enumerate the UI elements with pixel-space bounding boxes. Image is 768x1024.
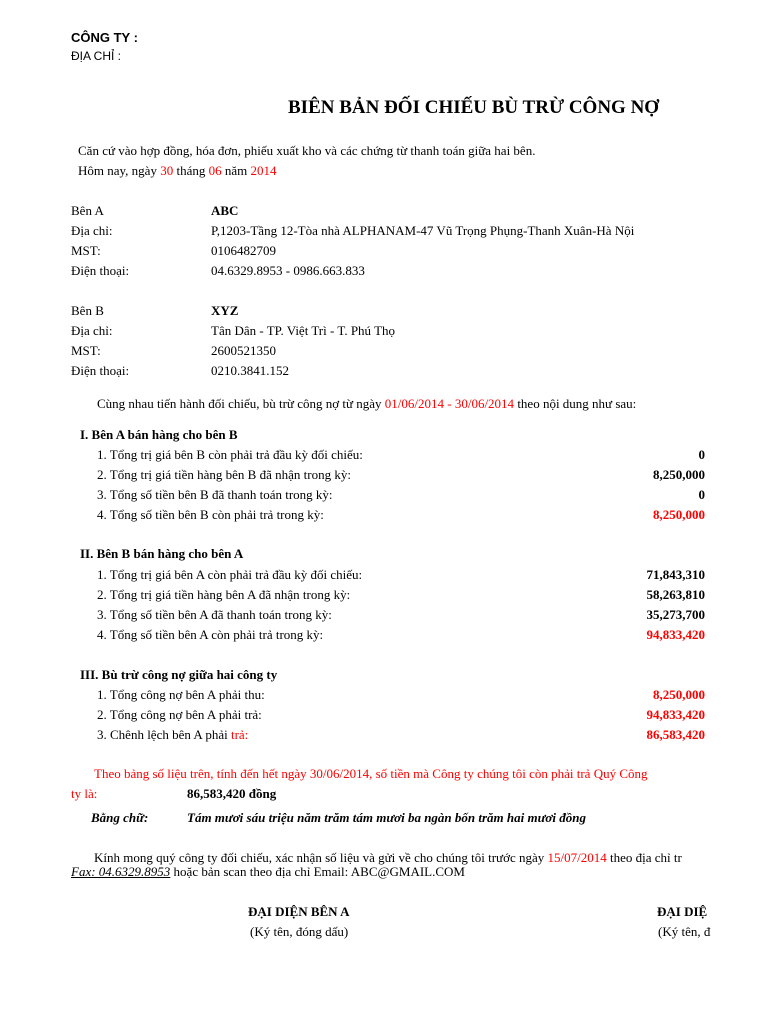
party-a-phone: 04.6329.8953 - 0986.663.833 xyxy=(211,263,365,278)
party-a-tax: 0106482709 xyxy=(211,243,276,258)
date-line xyxy=(78,163,276,179)
party-a-address-label: Địa chỉ: xyxy=(71,223,113,238)
date-prefix: Hôm nay, ngày xyxy=(78,163,157,178)
document-title: BIÊN BẢN ĐỐI CHIẾU BÙ TRỪ CÔNG NỢ xyxy=(288,97,660,118)
section-1-row-4-value: 8,250,000 xyxy=(653,507,705,522)
request-line-2 xyxy=(71,864,465,880)
request-deadline: 15/07/2014 xyxy=(547,850,607,865)
section-1-row-2-value: 8,250,000 xyxy=(653,467,705,482)
date-year: 2014 xyxy=(250,163,277,178)
amount-in-words-label: Bằng chữ: xyxy=(91,810,149,825)
request-email-text: hoặc bản scan theo địa chỉ Email: ABC@GMAIL.COM xyxy=(173,864,465,879)
basis-text: Căn cứ vào hợp đồng, hóa đơn, phiếu xuất kho và các chứng từ thanh toán giữa hai bên. xyxy=(78,143,536,158)
section-3-heading: III. Bù trừ công nợ giữa hai công ty xyxy=(80,667,278,682)
section-3-row-3-label-text: 3. Chênh lệch bên A phải xyxy=(97,727,228,742)
section-3-row-3-value: 86,583,420 xyxy=(646,727,705,742)
date-day: 30 xyxy=(160,163,174,178)
period-prefix: Cùng nhau tiến hành đối chiếu, bù trừ công nợ từ ngày xyxy=(97,396,382,411)
section-2-row-3-value: 35,273,700 xyxy=(646,607,705,622)
section-3-row-1-label: 1. Tổng công nợ bên A phải thu: xyxy=(97,687,265,702)
conclusion-line-1: Theo bảng số liệu trên, tính đến hết ngày 30/06/2014, số tiền mà Công ty chúng tôi còn phải trả Quý Công xyxy=(94,766,648,781)
section-3-row-2-label: 2. Tổng công nợ bên A phải trả: xyxy=(97,707,262,722)
section-2-row-1-value: 71,843,310 xyxy=(646,567,705,582)
conclusion-amount: 86,583,420 đồng xyxy=(187,786,277,801)
section-3-row-2-value: 94,833,420 xyxy=(646,707,705,722)
party-b-tax-label: MST: xyxy=(71,343,101,358)
section-2-row-2-value: 58,263,810 xyxy=(646,587,705,602)
section-3-row-3-label xyxy=(97,727,248,743)
date-month-word: tháng xyxy=(176,163,206,178)
amount-in-words: Tám mươi sáu triệu năm trăm tám mươi ba ngàn bốn trăm hai mươi đồng xyxy=(187,810,586,825)
party-b-label: Bên B xyxy=(71,303,104,318)
party-b-address-label: Địa chỉ: xyxy=(71,323,113,338)
party-b-phone: 0210.3841.152 xyxy=(211,363,289,378)
section-1-row-3-label: 3. Tổng số tiền bên B đã thanh toán trong kỳ: xyxy=(97,487,333,502)
section-2-row-1-label: 1. Tổng trị giá bên A còn phải trả đầu kỳ đối chiếu: xyxy=(97,567,363,582)
conclusion-line-2: ty là: xyxy=(71,786,98,801)
signature-right-note: (Ký tên, đ xyxy=(658,924,711,939)
signature-right-title: ĐẠI DIỆ xyxy=(657,904,708,919)
party-b-phone-label: Điện thoại: xyxy=(71,363,130,378)
period-range: 01/06/2014 - 30/06/2014 xyxy=(384,396,515,411)
date-year-word: năm xyxy=(224,163,248,178)
party-a-address: P,1203-Tầng 12-Tòa nhà ALPHANAM-47 Vũ Trọng Phụng-Thanh Xuân-Hà Nội xyxy=(211,223,635,238)
fax-number: Fax: 04.6329.8953 xyxy=(71,864,171,879)
section-1-row-1-value: 0 xyxy=(698,447,705,462)
section-1-row-4-label: 4. Tổng số tiền bên B còn phải trả trong kỳ: xyxy=(97,507,324,522)
party-b-name: XYZ xyxy=(211,303,239,318)
date-month: 06 xyxy=(208,163,222,178)
section-3-row-1-value: 8,250,000 xyxy=(653,687,705,702)
party-a-label: Bên A xyxy=(71,203,104,218)
section-3-row-3-label-red: trả: xyxy=(230,727,249,742)
section-2-row-2-label: 2. Tổng trị giá tiền hàng bên A đã nhận trong kỳ: xyxy=(97,587,351,602)
section-2-row-3-label: 3. Tổng số tiền bên A đã thanh toán trong kỳ: xyxy=(97,607,332,622)
section-1-row-2-label: 2. Tổng trị giá tiền hàng bên B đã nhận trong kỳ: xyxy=(97,467,351,482)
signature-left-note: (Ký tên, đóng dấu) xyxy=(250,924,349,939)
signature-left-title: ĐẠI DIỆN BÊN A xyxy=(248,904,350,919)
section-1-row-3-value: 0 xyxy=(698,487,705,502)
party-b-address: Tân Dân - TP. Việt Trì - T. Phú Thọ xyxy=(211,323,396,338)
party-a-phone-label: Điện thoại: xyxy=(71,263,130,278)
section-1-row-1-label: 1. Tổng trị giá bên B còn phải trả đầu kỳ đối chiếu: xyxy=(97,447,363,462)
request-prefix: Kính mong quý công ty đối chiếu, xác nhận số liệu và gửi về cho chúng tôi trước ngày xyxy=(94,850,545,865)
period-line xyxy=(97,396,636,412)
party-a-tax-label: MST: xyxy=(71,243,101,258)
company-label: CÔNG TY : xyxy=(71,30,138,45)
party-a-name: ABC xyxy=(211,203,239,218)
section-2-row-4-value: 94,833,420 xyxy=(646,627,705,642)
section-2-row-4-label: 4. Tổng số tiền bên A còn phải trả trong kỳ: xyxy=(97,627,324,642)
period-suffix: theo nội dung như sau: xyxy=(517,396,637,411)
section-1-heading: I. Bên A bán hàng cho bên B xyxy=(80,427,238,442)
request-suffix: theo địa chỉ tr xyxy=(609,850,682,865)
section-2-heading: II. Bên B bán hàng cho bên A xyxy=(80,546,244,561)
party-b-tax: 2600521350 xyxy=(211,343,276,358)
address-label: ĐỊA CHỈ : xyxy=(71,49,122,63)
